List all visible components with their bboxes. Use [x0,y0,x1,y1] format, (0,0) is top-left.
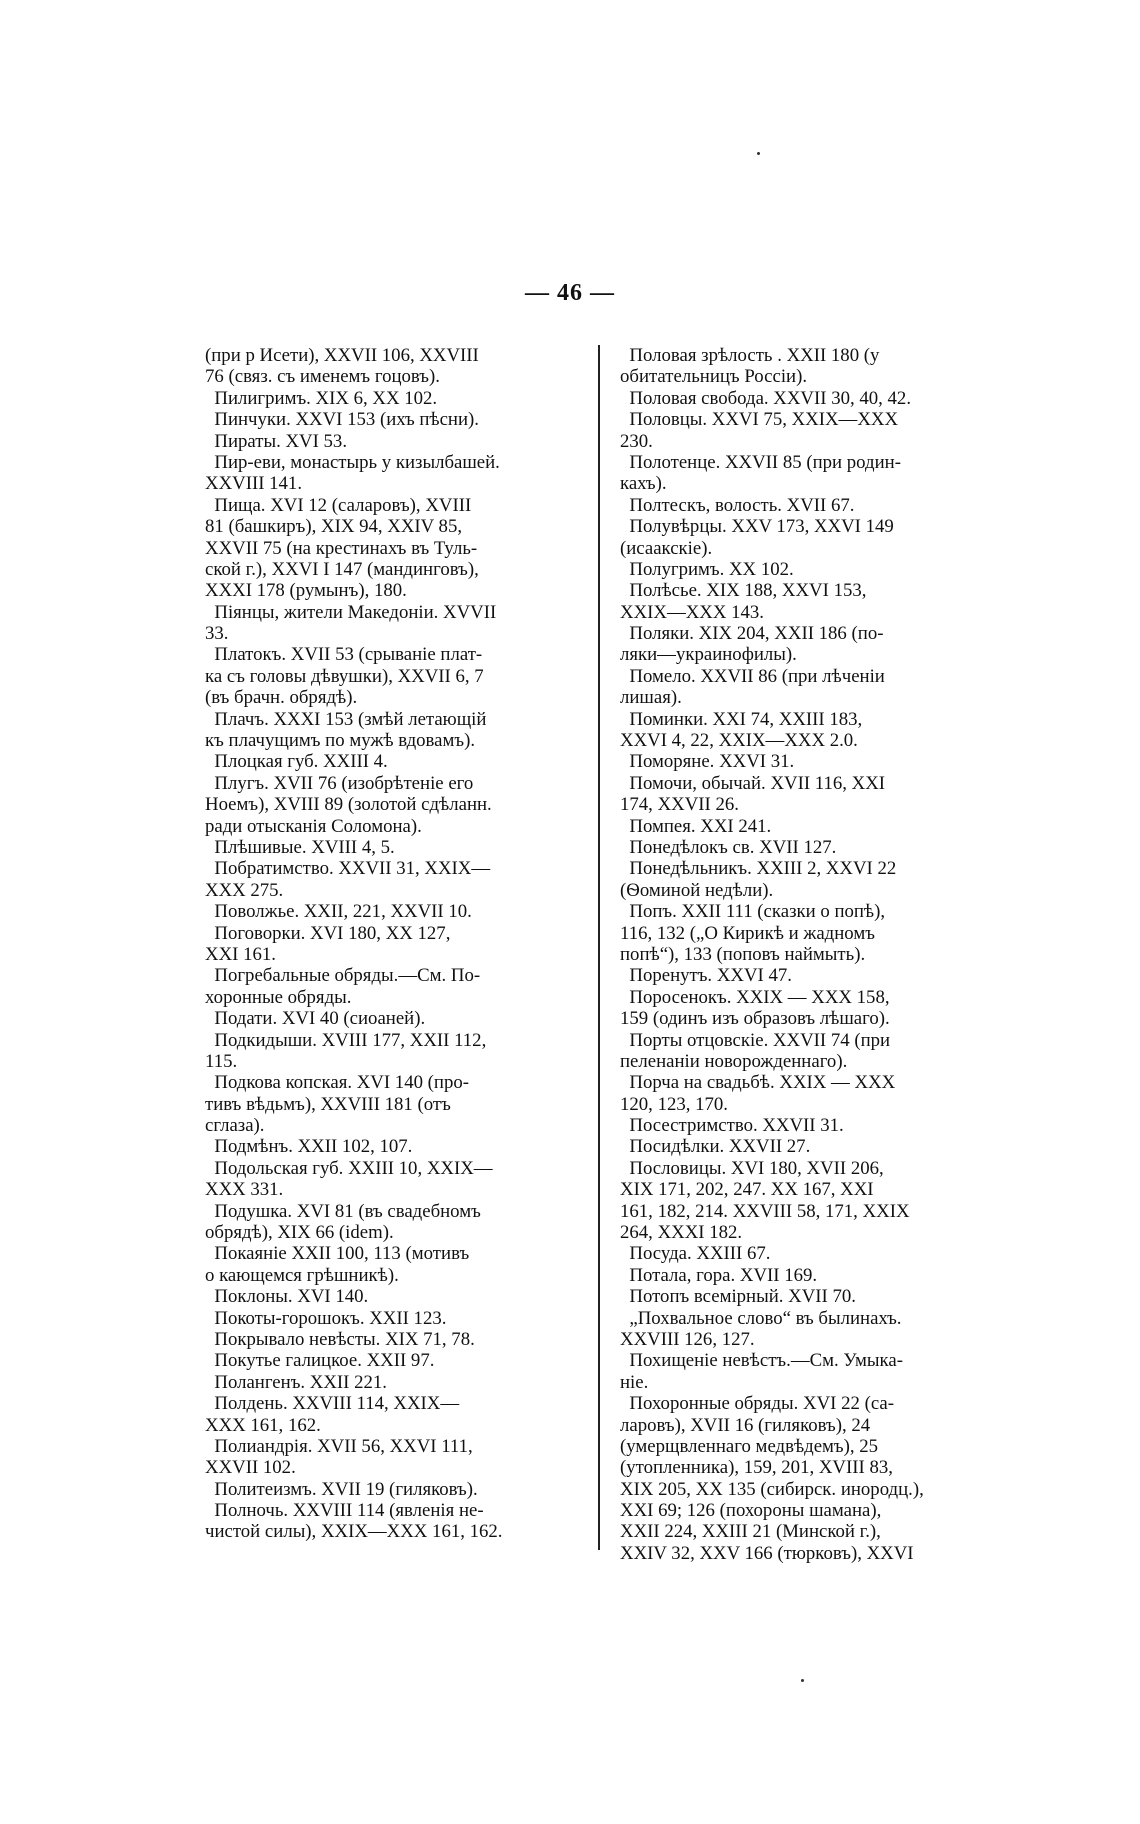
right-column-line: Поренутъ. XXVI 47. [620,965,792,987]
right-column-line: 264, XXXI 182. [620,1222,743,1244]
right-column-line: Поминки. XXI 74, XXIII 183, [620,708,863,730]
right-column-line: ларовъ), XVII 16 (гиляковъ), 24 [620,1414,871,1436]
right-column-line: XXIX—XXX 143. [620,601,764,623]
left-column-line: Плоцкая губ. XXIII 4. [205,751,388,773]
left-column-line: 115. [205,1050,238,1072]
left-column-line: Подкидыши. XVIII 177, XXII 112, [205,1029,487,1051]
left-column-line: чистой силы), XXIX—XXX 161, 162. [205,1521,503,1543]
right-column-line: 230. [620,430,653,452]
right-column [620,345,1025,1564]
left-column-line: XXI 161. [205,943,276,965]
left-column-line: Піянцы, жители Македоніи. XVVII [205,601,497,623]
right-column-line: XIX 205, XX 135 (сибирск. инородц.), [620,1478,924,1500]
left-column-line: Пилигримъ. XIX 6, XX 102. [205,387,438,409]
right-column-line: Похоронные обряды. XVI 22 (са- [620,1393,894,1415]
right-column-line: ніе. [620,1371,649,1393]
right-column-line: XXII 224, XXIII 21 (Минской г.), [620,1521,881,1543]
right-column-line: кахъ). [620,473,667,495]
right-column-line: пеленаніи новорожденнаго). [620,1050,848,1072]
right-column-line: Половая зрѣлость . XXII 180 (у [620,345,880,366]
left-column-line: тивъ вѣдьмъ), XXVIII 181 (отъ [205,1093,451,1115]
right-column-line: (Ѳоминой недѣли). [620,879,774,901]
left-column-line: (при р Исети), XXVII 106, XXVIII [205,345,479,366]
right-column-line: XXVIII 126, 127. [620,1328,755,1350]
right-column-line: 161, 182, 214. XXVIII 58, 171, XXIX [620,1200,910,1222]
left-column-line: Поговорки. XVI 180, XX 127, [205,922,451,944]
left-column-line: Полдень. XXVIII 114, XXIX— [205,1393,460,1415]
right-column-line: „Похвальное слово“ въ былинахъ. [620,1307,902,1329]
left-column-line: Пир-еви, монастырь у кизылбашей. [205,451,500,473]
right-column-line: Посидѣлки. XXVII 27. [620,1136,811,1158]
left-column-line: Пираты. XVI 53. [205,430,348,452]
print-speck [757,152,760,155]
left-column-line: хоронные обряды. [205,986,352,1008]
left-column-line: Подольская губ. XXIII 10, XXIX— [205,1157,493,1179]
left-column-line: къ плачущимъ по мужѣ вдовамъ). [205,730,476,752]
left-column-line: XXVII 102. [205,1457,296,1479]
right-column-line: Помело. XXVII 86 (при лѣченіи [620,665,885,687]
right-column-line: Половая свобода. XXVII 30, 40, 42. [620,387,912,409]
right-column-line: обитательницъ Россіи). [620,366,808,388]
right-column-line: XXVI 4, 22, XXIX—XXX 2.0. [620,730,858,752]
right-column-line: 159 (одинъ изъ образовъ лѣшаго). [620,1008,890,1030]
left-column-line: Покаяніе XXII 100, 113 (мотивъ [205,1243,470,1265]
left-column-line: Плѣшивые. XVIII 4, 5. [205,836,395,858]
left-column-line: Полиандрія. XVII 56, XXVI 111, [205,1435,473,1457]
left-column-line: Полангенъ. XXII 221. [205,1371,387,1393]
left-column-line: 76 (связ. съ именемъ гоцовъ). [205,366,440,388]
left-column-line: Подушка. XVI 81 (въ свадебномъ [205,1200,481,1222]
right-column-line: Пословицы. XVI 180, XVII 206, [620,1157,884,1179]
left-column-line: Полночь. XXVIII 114 (явленія не- [205,1500,484,1522]
right-column-line: Поляки. XIX 204, XXII 186 (по- [620,623,884,645]
right-column-line: XXIV 32, XXV 166 (тюрковъ), XXVI [620,1542,914,1564]
right-column-line: ляки—украинофилы). [620,644,797,666]
left-column-line: обрядѣ), XIX 66 (idem). [205,1222,394,1244]
right-column-line: Порты отцовскіе. XXVII 74 (при [620,1029,891,1051]
left-column-line: Подати. XVI 40 (сиоаней). [205,1008,426,1030]
right-column-line: Попъ. XXII 111 (сказки о попѣ), [620,901,886,923]
left-column-line: ради отысканія Соломона). [205,815,422,837]
left-column-line: 33. [205,623,229,645]
right-column-line: Половцы. XXVI 75, XXIX—XXX [620,409,899,431]
left-column-line: Покоты-горошокъ. XXII 123. [205,1307,447,1329]
right-column-line: (умерщвленнаго медвѣдемъ), 25 [620,1435,879,1457]
left-column-line: Пища. XVI 12 (саларовъ), XVIII [205,494,472,516]
left-column-line: о кающемся грѣшникѣ). [205,1264,399,1286]
right-column-line: Посуда. XXIII 67. [620,1243,771,1265]
right-column-line: 174, XXVII 26. [620,794,739,816]
right-column-line: Понедѣлокъ св. XVII 127. [620,836,837,858]
left-column-line: XXXI 178 (румынъ), 180. [205,580,407,602]
right-column-line: Потала, гора. XVII 169. [620,1264,818,1286]
left-column-line: Политеизмъ. XVII 19 (гиляковъ). [205,1478,478,1500]
left-column-line: Подмѣнъ. XXII 102, 107. [205,1136,413,1158]
right-column-line: XXI 69; 126 (похороны шамана), [620,1500,882,1522]
left-column [205,345,610,1543]
left-column-line: XXVII 75 (на крестинахъ въ Туль- [205,537,478,559]
right-column-line: Полотенце. XXVII 85 (при родин- [620,451,901,473]
left-column-line: Подкова копская. XVI 140 (про- [205,1072,470,1094]
right-column-line: Полувѣрцы. XXV 173, XXVI 149 [620,516,894,538]
right-column-line: Похищеніе невѣстъ.—См. Умыка- [620,1350,903,1372]
left-column-line: Поволжье. XXII, 221, XXVII 10. [205,901,472,923]
right-column-line: Полѣсье. XIX 188, XXVI 153, [620,580,867,602]
right-column-line: лишая). [620,687,682,709]
right-column-line: (утопленника), 159, 201, XVIII 83, [620,1457,893,1479]
left-column-line: Погребальные обряды.—См. По- [205,965,481,987]
left-column-line: XXX 161, 162. [205,1414,321,1436]
right-column-line: попѣ“), 133 (поповъ наймыть). [620,943,866,965]
right-column-line: Потопъ всемірный. XVII 70. [620,1286,856,1308]
left-column-line: Покрывало невѣсты. XIX 71, 78. [205,1328,475,1350]
column-divider [598,345,600,1550]
right-column-line: (исаакскіе). [620,537,713,559]
print-speck [801,1679,804,1682]
left-column-line: Плугъ. XVII 76 (изобрѣтеніе его [205,772,474,794]
left-column-line: Побратимство. XXVII 31, XXIX— [205,858,491,880]
right-column-line: Помочи, обычай. XVII 116, XXI [620,772,886,794]
right-column-line: 116, 132 („О Кирикѣ и жадномъ [620,922,875,944]
left-column-line: 81 (башкиръ), XIX 94, XXIV 85, [205,516,463,538]
right-column-line: Полугримъ. XX 102. [620,558,794,580]
right-column-line: 120, 123, 170. [620,1093,728,1115]
left-column-line: Ноемъ), XVIII 89 (золотой сдѣланн. [205,794,492,816]
left-column-line: XXVIII 141. [205,473,303,495]
right-column-line: XIX 171, 202, 247. XX 167, XXI [620,1179,874,1201]
left-column-line: Платокъ. XVII 53 (срываніе плат- [205,644,483,666]
left-column-line: XXX 275. [205,879,284,901]
left-column-line: Покутье галицкое. XXII 97. [205,1350,435,1372]
right-column-line: Понедѣльникъ. XXIII 2, XXVI 22 [620,858,897,880]
left-column-line: ской г.), XXVI I 147 (мандинговъ), [205,558,479,580]
page-number: — 46 — [525,280,615,306]
left-column-line: (въ брачн. обрядѣ). [205,687,358,709]
right-column-line: Посестримство. XXVII 31. [620,1115,844,1137]
left-column-line: Поклоны. XVI 140. [205,1286,369,1308]
right-column-line: Поросенокъ. XXIX — XXX 158, [620,986,890,1008]
left-column-line: сглаза). [205,1115,265,1137]
right-column-line: Полтескъ, волость. XVII 67. [620,494,855,516]
right-column-line: Порча на свадьбѣ. XXIX — XXX [620,1072,896,1094]
right-column-line: Поморяне. XXVI 31. [620,751,795,773]
left-column-line: Плачъ. XXXI 153 (змѣй летающій [205,708,487,730]
left-column-line: ка съ головы дѣвушки), XXVII 6, 7 [205,665,484,687]
left-column-line: XXX 331. [205,1179,284,1201]
left-column-line: Пинчуки. XXVI 153 (ихъ пѣсни). [205,409,479,431]
right-column-line: Помпея. XXI 241. [620,815,772,837]
